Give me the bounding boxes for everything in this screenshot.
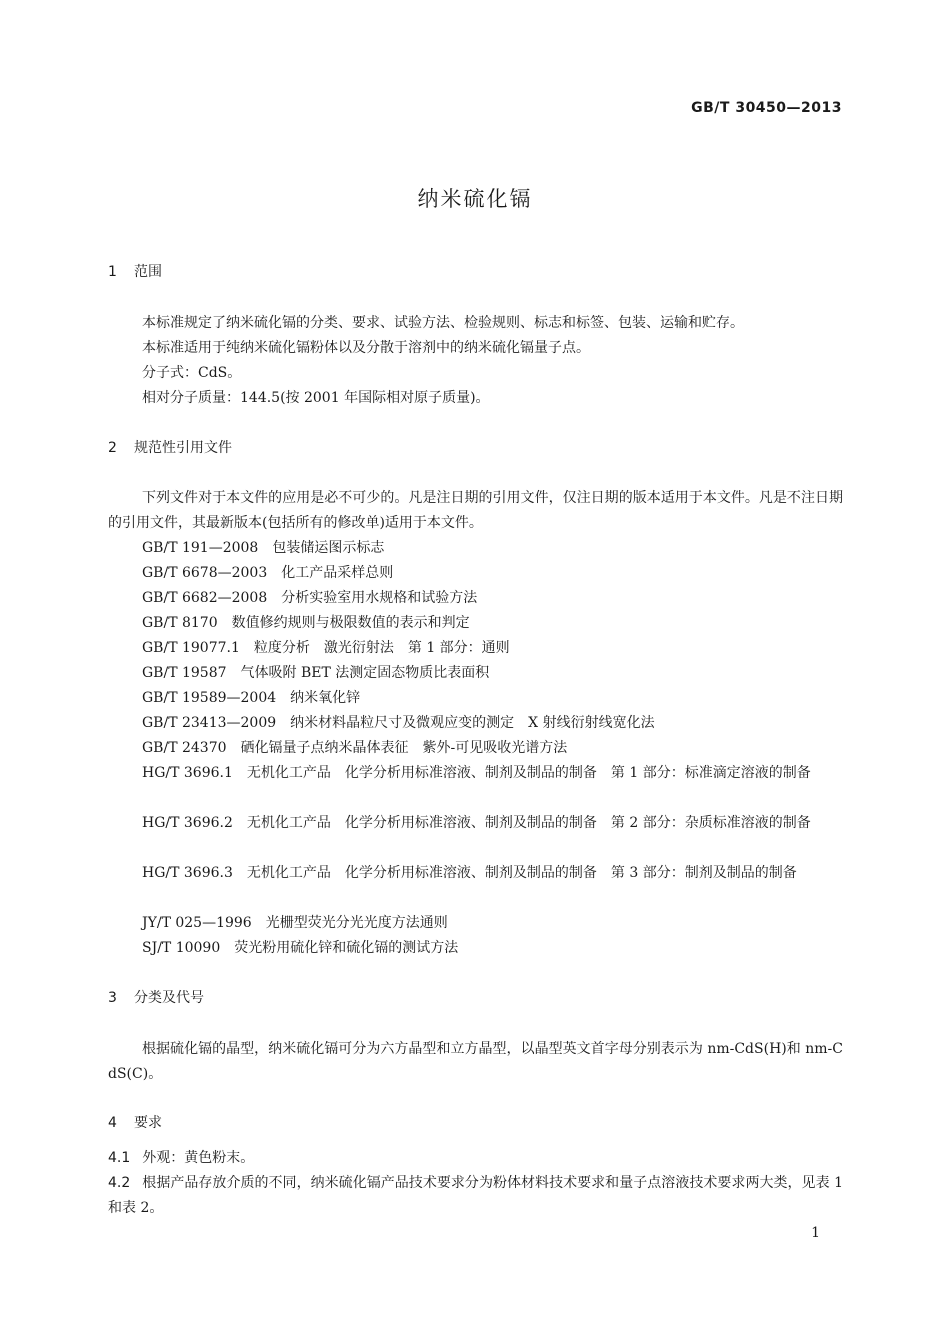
section-title: 规范性引用文件 — [134, 440, 232, 456]
reference-code: GB/T 19589—2004 — [142, 690, 277, 706]
reference-code: GB/T 24370 — [142, 740, 227, 756]
reference-code: GB/T 19587 — [142, 665, 227, 681]
requirement-item — [108, 1146, 843, 1171]
reference-item — [108, 911, 843, 936]
section-number: 3 — [108, 990, 117, 1006]
reference-item — [108, 936, 843, 961]
reference-title: 纳米氧化锌 — [290, 690, 361, 706]
section-1-heading — [108, 262, 162, 282]
reference-code: HG/T 3696.3 — [142, 865, 233, 881]
scope-paragraph: 本标准适用于纯纳米硫化镉粉体以及分散于溶剂中的纳米硫化镉量子点。 — [142, 340, 590, 356]
reference-item — [108, 661, 843, 686]
reference-title: 无机化工产品 化学分析用标准溶液、制剂及制品的制备 第 2 部分：杂质标准溶液的制备 — [246, 815, 811, 831]
reference-item — [108, 586, 843, 611]
section-title: 分类及代号 — [134, 990, 204, 1006]
reference-title: 纳米材料晶粒尺寸及微观应变的测定 X 射线衍射线宽化法 — [290, 715, 655, 731]
reference-item — [108, 686, 843, 711]
clause-text: 外观：黄色粉末。 — [142, 1150, 255, 1166]
reference-item — [108, 811, 843, 836]
clause-number: 4.1 — [108, 1150, 131, 1166]
section-title: 要求 — [134, 1115, 162, 1131]
clause-text: 根据产品存放介质的不同，纳米硫化镉产品技术要求分为粉体材料技术要求和量子点溶液技术要求两大类，见表 1 和表 2。 — [108, 1175, 843, 1216]
section-number: 4 — [108, 1115, 117, 1131]
reference-item — [108, 736, 843, 761]
reference-code: JY/T 025—1996 — [142, 915, 252, 931]
reference-code: GB/T 23413—2009 — [142, 715, 277, 731]
reference-code: HG/T 3696.2 — [142, 815, 233, 831]
reference-code: GB/T 6678—2003 — [142, 565, 268, 581]
reference-code: GB/T 8170 — [142, 615, 218, 631]
reference-title: 包装储运图示标志 — [272, 540, 385, 556]
reference-item — [108, 761, 843, 786]
reference-code: GB/T 191—2008 — [142, 540, 259, 556]
section-title: 范围 — [134, 264, 162, 280]
molecular-mass: 相对分子质量：144.5(按 2001 年国际相对原子质量)。 — [142, 390, 490, 406]
molecular-formula: 分子式：CdS。 — [142, 365, 242, 381]
reference-code: SJ/T 10090 — [142, 940, 221, 956]
reference-title: 化工产品采样总则 — [281, 565, 394, 581]
section-2-heading — [108, 438, 232, 458]
reference-title: 粒度分析 激光衍射法 第 1 部分：通则 — [253, 640, 510, 656]
reference-title: 分析实验室用水规格和试验方法 — [281, 590, 478, 606]
reference-item — [108, 536, 843, 561]
reference-code: GB/T 6682—2008 — [142, 590, 268, 606]
section-4-heading — [108, 1113, 162, 1133]
classification-paragraph: 根据硫化镉的晶型，纳米硫化镉可分为六方晶型和立方晶型，以晶型英文首字母分别表示为 nm-CdS(H)和 nm-CdS(C)。 — [108, 1041, 843, 1082]
section-number: 2 — [108, 440, 117, 456]
reference-item — [108, 711, 843, 736]
reference-code: HG/T 3696.1 — [142, 765, 233, 781]
standard-number: GB/T 30450—2013 — [691, 100, 842, 116]
reference-title: 数值修约规则与极限数值的表示和判定 — [231, 615, 470, 631]
reference-item — [108, 561, 843, 586]
reference-item — [108, 611, 843, 636]
references-intro: 下列文件对于本文件的应用是必不可少的。凡是注日期的引用文件，仅注日期的版本适用于本文件。凡是不注日期的引用文件，其最新版本(包括所有的修改单)适用于本文件。 — [108, 490, 843, 531]
section-number: 1 — [108, 264, 117, 280]
reference-title: 气体吸附 BET 法测定固态物质比表面积 — [240, 665, 490, 681]
reference-code: GB/T 19077.1 — [142, 640, 240, 656]
reference-title: 无机化工产品 化学分析用标准溶液、制剂及制品的制备 第 3 部分：制剂及制品的制备 — [246, 865, 797, 881]
reference-item — [108, 636, 843, 661]
reference-item — [108, 861, 843, 886]
reference-title: 无机化工产品 化学分析用标准溶液、制剂及制品的制备 第 1 部分：标准滴定溶液的制备 — [246, 765, 811, 781]
requirement-item — [108, 1171, 843, 1221]
document-title: 纳米硫化镉 — [417, 187, 533, 211]
reference-title: 光栅型荧光分光光度方法通则 — [265, 915, 448, 931]
page-number: 1 — [811, 1225, 820, 1241]
reference-title: 荧光粉用硫化锌和硫化镉的测试方法 — [234, 940, 459, 956]
scope-paragraph: 本标准规定了纳米硫化镉的分类、要求、试验方法、检验规则、标志和标签、包装、运输和贮存。 — [142, 315, 744, 331]
reference-title: 硒化镉量子点纳米晶体表征 紫外-可见吸收光谱方法 — [240, 740, 568, 756]
section-3-heading — [108, 988, 204, 1008]
clause-number: 4.2 — [108, 1175, 131, 1191]
